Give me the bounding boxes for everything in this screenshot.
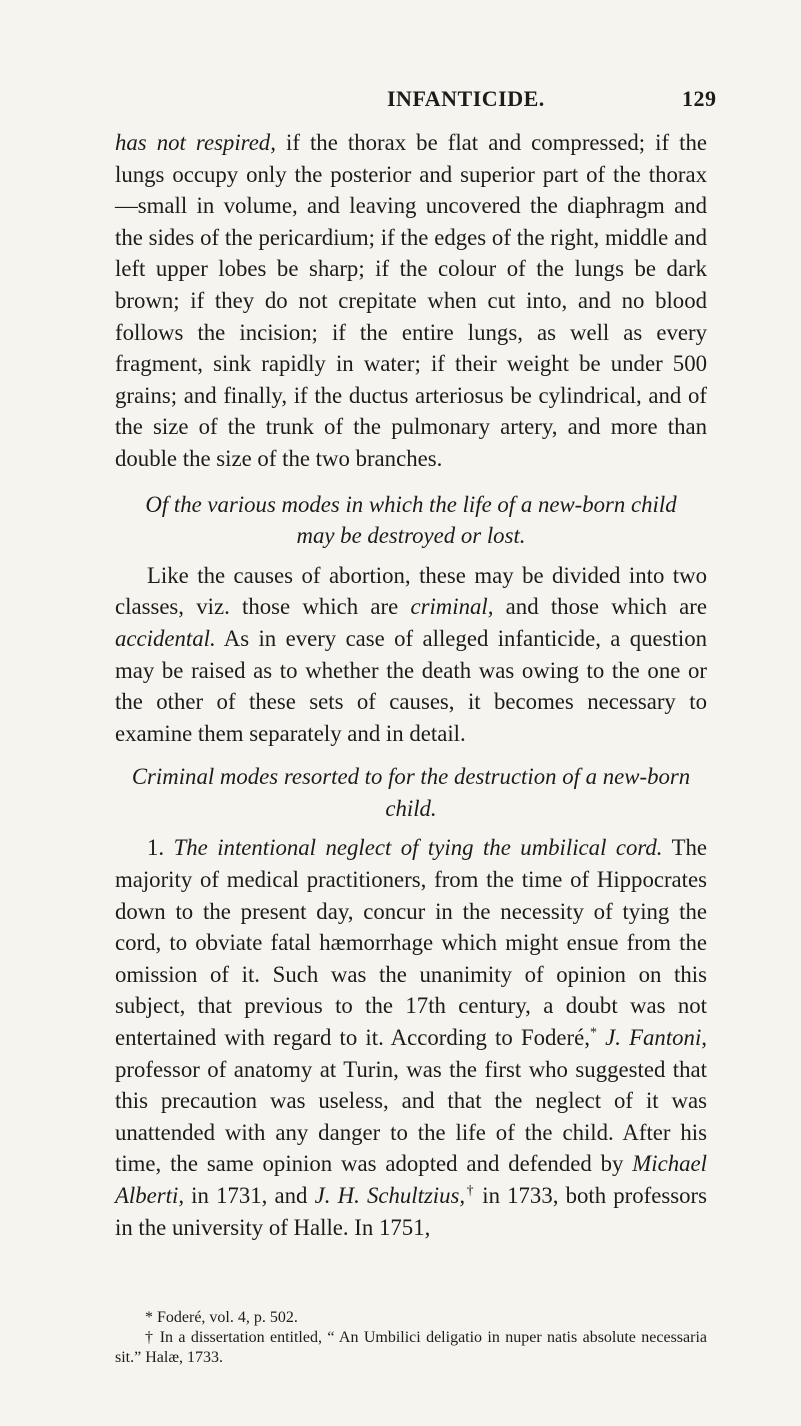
footnote-marker: * bbox=[589, 1025, 597, 1041]
running-title: INFANTICIDE. bbox=[387, 86, 545, 111]
item-title: The intentional neglect of tying the umbilical cord. bbox=[173, 835, 663, 861]
paragraph-text: and those which are bbox=[493, 594, 707, 620]
footnote: * Foderé, vol. 4, p. 502. bbox=[145, 1309, 298, 1326]
italic-name: J. H. Schultzius, bbox=[314, 1183, 466, 1208]
footnote-marker: † bbox=[465, 1183, 476, 1199]
paragraph-text: Like the causes of abortion, these may be divided into two classes, viz. those which are bbox=[115, 562, 707, 620]
paragraph-text: in 1731, and bbox=[184, 1183, 315, 1208]
running-header bbox=[0, 86, 801, 116]
italic-name: Michael Alberti, bbox=[115, 1151, 707, 1208]
italic-term: accidental. bbox=[115, 625, 216, 651]
paragraph-text: in 1733, both professors in the university of Halle. In 1751, bbox=[115, 1183, 707, 1240]
footnotes bbox=[115, 1308, 707, 1368]
footnote: † In a dissertation entitled, “ An Umbilici deligatio in nuper natis absolute necessaria sit.” Halæ, 1733. bbox=[115, 1329, 707, 1366]
paragraph-text: if the thorax be flat and compressed; if the lungs occupy only the posterior and superior part of the thorax—small in volume, and leaving uncovered the diaphragm and the sides of the pericardium; if the edges of the right, middle and left upper lobes be sharp; if the colour of the lungs be dark brown; if they do not crepitate when cut into, and no blood follows the incision; if the entire lungs, as well as every fragment, sink rapidly in water; if their weight be under 500 grains; and finally, if the ductus arteriosus be cylindrical, and of the size of the trunk of the pulmonary artery, and more than double the size of the two branches. bbox=[115, 130, 708, 471]
paragraph bbox=[115, 832, 707, 1243]
paragraph bbox=[115, 560, 707, 750]
paragraph-text: professor of anatomy at Turin, was the first who suggested that this precaution was useless, and that the neglect of it was unattended with any danger to the life of the child. After his time, the same opinion was adopted and defended by bbox=[115, 1056, 707, 1177]
italic-term: criminal, bbox=[410, 594, 494, 620]
item-number: 1. bbox=[147, 835, 174, 861]
page-number: 129 bbox=[682, 86, 717, 111]
paragraph-continued bbox=[115, 127, 707, 475]
section-heading: Criminal modes resorted to for the destruction of a new-born child. bbox=[131, 764, 691, 821]
italic-phrase: has not respired, bbox=[115, 130, 276, 155]
paragraph-text: The majority of medical practitioners, from the time of Hippocrates down to the present day, concur in the necessity of tying the cord, to obviate fatal hæmorrhage which might ensue from the omission of it. Such was the unanimity of opinion on this subject, that previous to the 17th century, a doubt was not entertained with regard to it. According to Foderé, bbox=[115, 835, 708, 1051]
body-text bbox=[115, 127, 707, 1243]
section-heading: Of the various modes in which the life of a new-born child may be destroyed or lost. bbox=[145, 491, 677, 549]
paragraph-text: As in every case of alleged infanticide, a question may be raised as to whether the death was owing to the one or the other of these sets of causes, it becomes necessary to examine them separately and in detail. bbox=[115, 625, 707, 746]
italic-name: J. Fantoni, bbox=[596, 1025, 707, 1051]
